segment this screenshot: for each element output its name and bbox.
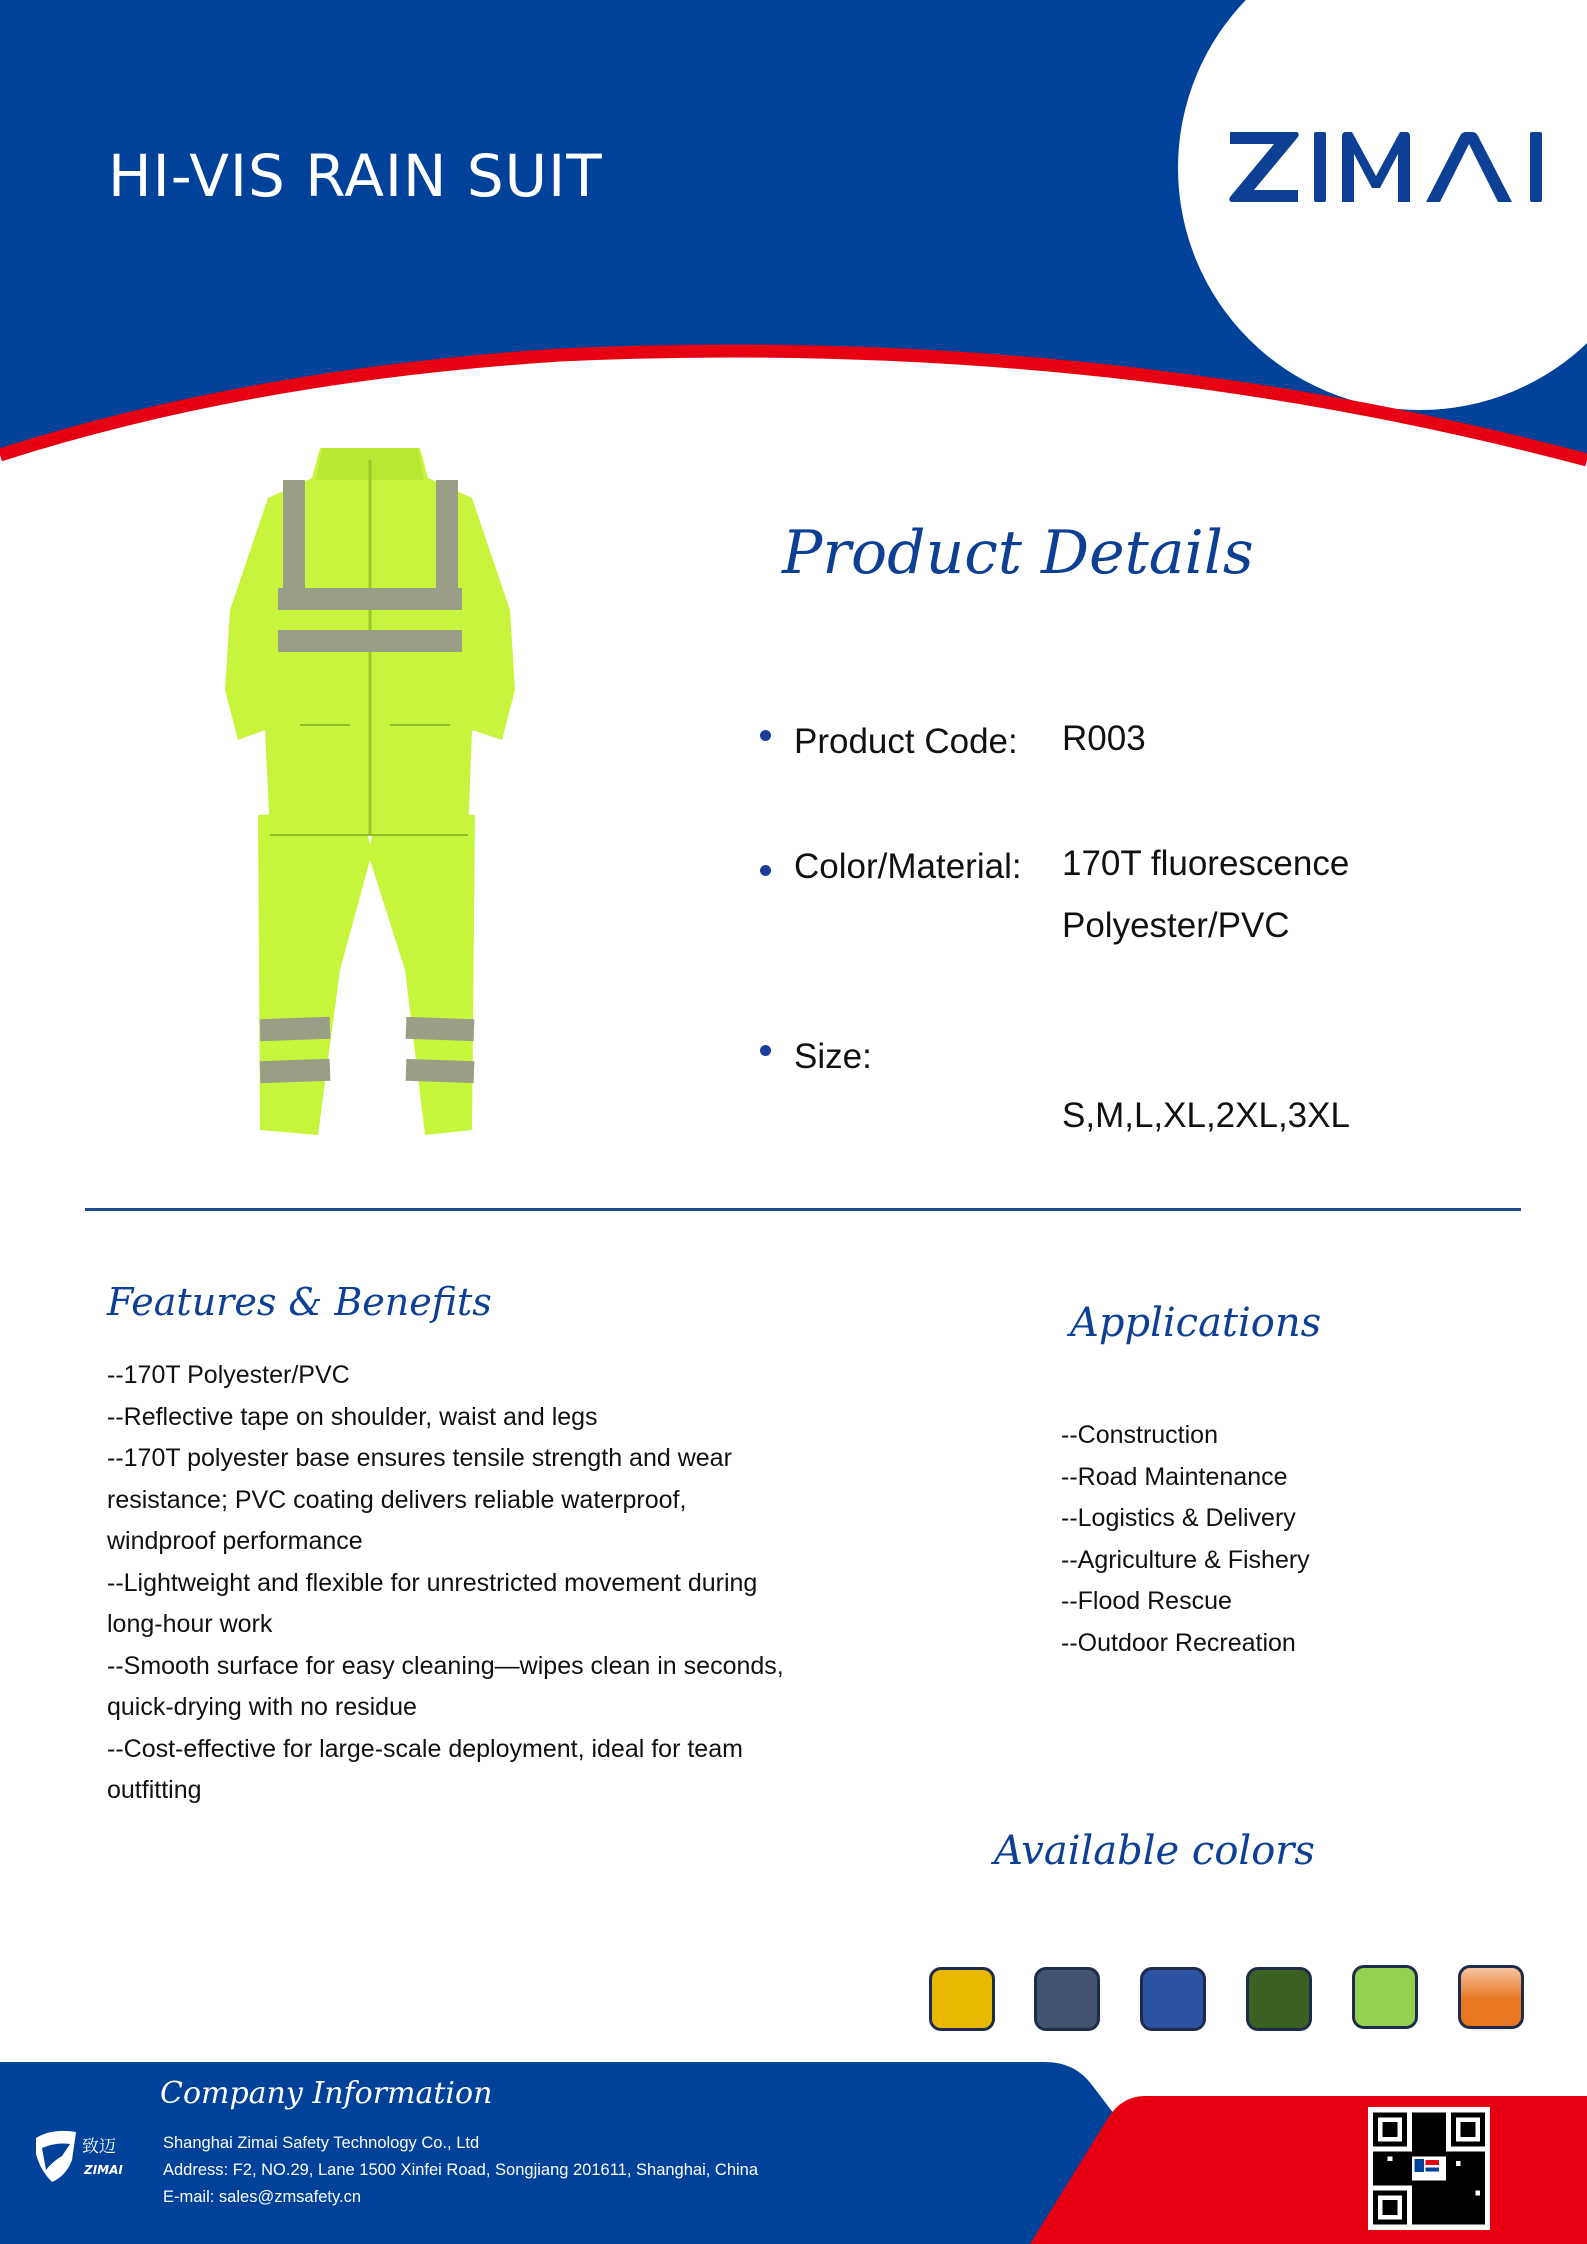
company-info: [163, 2130, 758, 2211]
detail-label: Product Code:: [794, 722, 1018, 761]
feature-line: quick-drying with no residue: [107, 1693, 417, 1721]
detail-label: Color/Material:: [794, 847, 1022, 886]
company-address: Address: F2, NO.29, Lane 1500 Xinfei Road, Songjiang 201611, Shanghai, China: [163, 2161, 759, 2179]
feature-line: resistance; PVC coating delivers reliable waterproof,: [107, 1485, 687, 1514]
page-title: HI-VIS RAIN SUIT: [108, 142, 603, 210]
feature-line: --Reflective tape on shoulder, waist and legs: [107, 1402, 598, 1431]
color-swatch-lime-green: [1352, 1965, 1418, 2029]
color-swatch-dark-green: [1246, 1967, 1312, 2031]
detail-value: R003: [1062, 719, 1146, 758]
bullet-icon: [760, 865, 771, 876]
product-details-title: Product Details: [782, 518, 1254, 588]
company-name: Shanghai Zimai Safety Technology Co., Ltd: [163, 2134, 480, 2152]
detail-value: Polyester/PVC: [1062, 906, 1290, 945]
color-swatch-yellow: [929, 1967, 995, 2031]
bullet-icon: [760, 730, 771, 741]
product-image: [210, 440, 530, 1140]
available-colors-title: Available colors: [994, 1828, 1315, 1874]
rain-suit-illustration: [225, 448, 515, 1135]
header-banner: [0, 0, 1587, 480]
company-email: E-mail: sales@zmsafety.cn: [163, 2188, 361, 2206]
application-item: --Road Maintenance: [1061, 1462, 1288, 1491]
zimai-logo: [1228, 130, 1548, 204]
feature-line: --Smooth surface for easy cleaning—wipes clean in seconds,: [107, 1651, 784, 1680]
feature-line: --Cost-effective for large-scale deployment, ideal for team: [107, 1734, 743, 1763]
applications-title: Applications: [1070, 1300, 1322, 1346]
zimai-emblem-logo: [32, 2126, 142, 2186]
feature-line: outfitting: [107, 1776, 202, 1804]
color-swatch-slate-grey: [1034, 1967, 1100, 2031]
application-item: --Agriculture & Fishery: [1061, 1545, 1310, 1574]
company-info-title: Company Information: [160, 2076, 493, 2111]
logo-cn-text: 致迈: [82, 2137, 116, 2157]
feature-line: --Lightweight and flexible for unrestricted movement during: [107, 1568, 758, 1597]
detail-value: S,M,L,XL,2XL,3XL: [1062, 1096, 1350, 1135]
detail-value: 170T fluorescence: [1062, 844, 1350, 883]
section-divider: [85, 1208, 1521, 1211]
bullet-icon: [760, 1045, 771, 1056]
application-item: --Flood Rescue: [1061, 1587, 1232, 1615]
footer-red-panel: [1030, 2096, 1587, 2244]
color-swatch-orange: [1458, 1965, 1524, 2029]
color-swatch-royal-blue: [1140, 1967, 1206, 2031]
features-list: [107, 1355, 887, 1812]
application-item: --Outdoor Recreation: [1061, 1628, 1296, 1657]
application-item: --Logistics & Delivery: [1061, 1504, 1296, 1532]
applications-list: [1061, 1415, 1310, 1664]
application-item: --Construction: [1061, 1421, 1218, 1449]
feature-line: long-hour work: [107, 1610, 273, 1638]
logo-en-text: ZIMAI: [84, 2163, 123, 2177]
features-title: Features & Benefits: [107, 1280, 492, 1324]
feature-line: windproof performance: [107, 1527, 363, 1555]
feature-line: --170T Polyester/PVC: [107, 1361, 350, 1389]
detail-label: Size:: [794, 1037, 872, 1076]
feature-line: --170T polyester base ensures tensile strength and wear: [107, 1444, 732, 1472]
qr-code[interactable]: [1368, 2107, 1490, 2230]
